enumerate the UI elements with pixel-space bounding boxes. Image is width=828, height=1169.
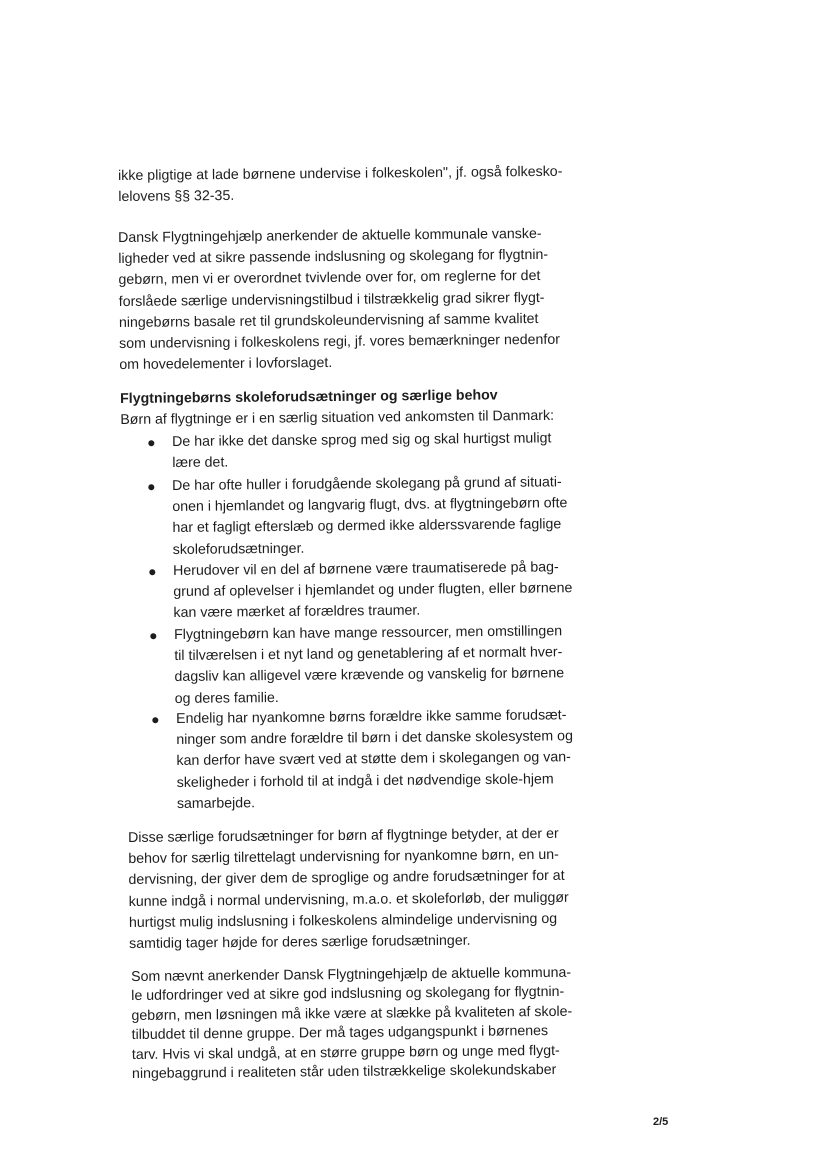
text-line: tarv. Hvis vi skal undgå, at en større gruppe børn og unge med flygt-	[131, 1042, 560, 1063]
text-line: dagsliv kan alligevel være krævende og vanskelig for børnene	[174, 665, 565, 686]
text-line: Som nævnt anerkender Dansk Flygtningehjælp de aktuelle kommuna-	[131, 964, 572, 985]
text-line: kunne indgå i normal undervisning, m.a.o. et skoleforløb, der muliggør	[128, 889, 569, 910]
text-line: De har ikke det danske sprog med sig og skal hurtigst muligt	[172, 430, 552, 450]
text-line: Endelig har nyankomne børns forældre ikke samme forudsæt-	[176, 707, 567, 727]
text-line: samarbejde.	[176, 795, 256, 812]
text-line: ningebaggrund i realiteten står uden tilstrækkelige skolekundskaber	[131, 1061, 557, 1083]
paragraph-recognition	[118, 224, 560, 377]
text-line: som undervisning i folkeskolens regi, jf. vores bemærkninger nedenfor	[119, 331, 560, 353]
text-line: tilbuddet til denne gruppe. Der må tages udgangspunkt i børnenes	[131, 1023, 549, 1044]
bullet-icon: ●	[151, 711, 160, 728]
bullet-item	[147, 472, 568, 561]
text-line: ligheder ved at sikre passende indslusning og skolegang for flygtnin-	[118, 247, 549, 268]
text-line: De har ofte huller i forudgående skolegang på grund af situati-	[172, 474, 562, 494]
paragraph-quality	[131, 964, 573, 1085]
text-line: ningebørns basale ret til grundskoleundervisning af samme kvalitet	[118, 310, 539, 331]
bullet-item	[148, 557, 573, 624]
bullet-icon: ●	[149, 627, 158, 644]
bullet-item	[149, 621, 565, 710]
text-line: gebørn, men løsningen må ikke være at slække på kvaliteten af skole-	[131, 1003, 573, 1024]
paragraph-intro	[118, 162, 563, 209]
paragraph-needs	[128, 824, 569, 955]
text-line: Herudover vil en del af børnene være traumatiserede på bag-	[173, 559, 559, 579]
text-line: forslåede særlige undervisningstilbud i tilstrækkelig grad sikrer flygt-	[118, 289, 545, 310]
bullet-icon: ●	[148, 563, 157, 580]
bullet-item	[147, 428, 552, 474]
text-line: ikke pligtige at lade børnene undervise i folkeskolen", jf. også folkesko-	[118, 163, 563, 184]
text-line: Flygtningebørn kan have mange ressourcer, men omstillingen	[174, 623, 563, 643]
text-line: Disse særlige forudsætninger for børn af flygtninge betyder, at der er	[128, 825, 559, 846]
text-line: samtidig tager højde for deres særlige forudsætninger.	[129, 932, 471, 953]
text-line: le udfordringer ved at sikre god indslusning og skolegang for flygtnin-	[131, 984, 565, 1005]
text-line: grund af oplevelser i hjemlandet og under flugten, eller børnene	[173, 580, 573, 601]
text-line: skoleforudsætninger.	[172, 540, 305, 558]
section-heading: Flygtningebørns skoleforudsætninger og særlige behov	[120, 387, 498, 407]
text-line: har et fagligt efterslæb og dermed ikke alderssvarende faglige	[172, 516, 562, 537]
text-line: Dansk Flygtningehjælp anerkender de aktuelle kommunale vanske-	[118, 225, 542, 246]
section-intro: Børn af flygtninge er i en særlig situation ved ankomsten til Danmark:	[120, 408, 555, 429]
text-line: hurtigst mulig indslusning i folkeskolens almindelige undervisning og	[128, 910, 558, 931]
bullet-icon: ●	[147, 434, 156, 451]
text-line: lære det.	[172, 454, 229, 472]
text-line: kan derfor have svært ved at støtte dem i skolegangen og van-	[176, 749, 571, 770]
text-line: ninger som andre forældre til børn i det danske skolesystem og	[176, 728, 574, 749]
page-number: 2/5	[653, 1116, 669, 1128]
text-line: om hovedelementer i lovforslaget.	[119, 355, 333, 374]
text-line: kan være mærket af forældres traumer.	[173, 603, 421, 622]
text-line: skeligheder i forhold til at indgå i det nødvendige skole-hjem	[176, 770, 554, 791]
text-line: og deres familie.	[174, 689, 279, 707]
text-line: dervisning, der giver dem de sproglige og andre forudsætninger for at	[128, 868, 565, 889]
text-line: lelovens §§ 32-35.	[118, 188, 235, 206]
text-line: behov for særlig tilrettelagt undervisning for nyankomne børn, en un-	[128, 847, 559, 868]
text-line: gebørn, men vi er overordnet tvivlende over for, om reglerne for det	[118, 268, 541, 289]
section-block	[120, 385, 554, 432]
bullet-item	[151, 705, 574, 815]
text-line: til tilværelsen i et nyt land og genetablering af et normalt hver-	[174, 644, 563, 665]
bullet-icon: ●	[147, 478, 156, 495]
text-line: onen i hjemlandet og langvarig flugt, dvs. at flygtningebørn ofte	[172, 495, 568, 516]
